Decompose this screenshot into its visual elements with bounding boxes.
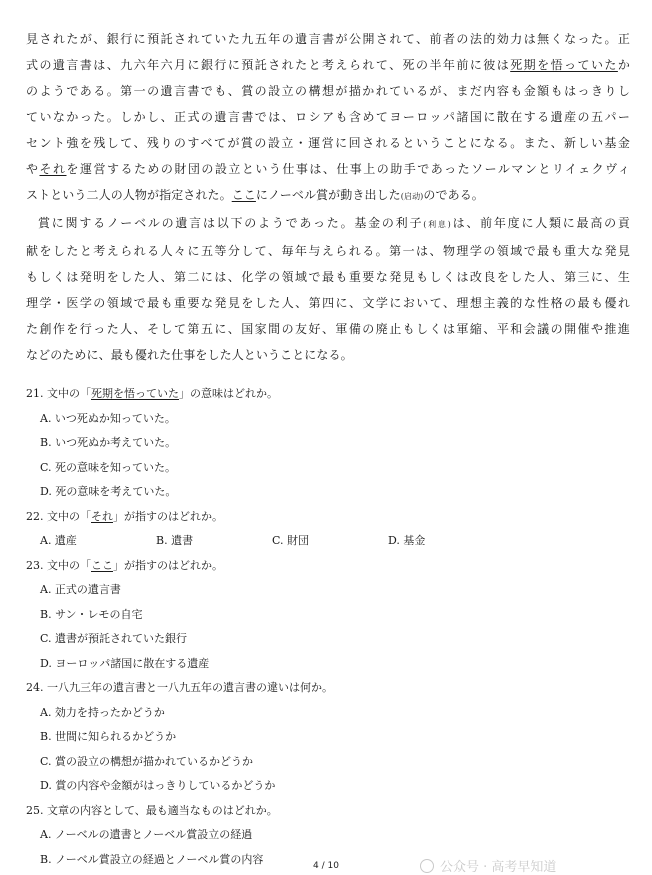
text-segment: 式の遺言書は、九六年六月に銀行に預託されたと考えられて、死の半年前に彼は bbox=[26, 58, 511, 72]
option-a: A. ノーベルの遺書とノーベル賞設立の経過 bbox=[40, 828, 253, 841]
text-segment: などのために、最も優れた仕事をした人ということになる。 bbox=[26, 348, 353, 362]
option-d: D. 賞の内容や金額がはっきりしているかどうか bbox=[40, 779, 276, 792]
question-22 bbox=[26, 505, 630, 554]
text-segment: にノーベル賞が動き出した bbox=[255, 188, 401, 202]
option-a: A. いつ死ぬか知っていた。 bbox=[40, 411, 176, 425]
text-segment: ていなかった。しかし、正式の遺言書では、ロシアも含めてヨーロッパ諸国に散在する遺産の五パー bbox=[26, 110, 630, 124]
question-21 bbox=[26, 382, 630, 505]
watermark bbox=[420, 856, 556, 875]
text-segment: 献をしたと考えられる人々に五等分して、毎年与えられる。第一は、物理学の領域で最も重大な発見 bbox=[26, 244, 630, 258]
text-segment: 見されたが、銀行に預託されていた九五年の遺言書が公開されて、前者の法的効力は無くなった。正 bbox=[26, 32, 630, 46]
passage-line bbox=[26, 130, 630, 156]
question-23 bbox=[26, 554, 630, 677]
stem-text: 」が指すのはどれか。 bbox=[113, 558, 223, 572]
text-segment: や bbox=[26, 162, 40, 176]
option-c: C. 財団 bbox=[272, 534, 310, 547]
passage-line bbox=[26, 52, 630, 78]
underlined-phrase: それ bbox=[39, 162, 67, 176]
stem-text: 21. 文中の「 bbox=[26, 387, 91, 400]
text-segment: は、前年度に人類に最高の貢 bbox=[450, 216, 630, 230]
passage-line bbox=[26, 264, 630, 290]
question-24 bbox=[26, 676, 630, 799]
stem-underlined: それ bbox=[91, 509, 113, 523]
option-b: B. ノーベル賞設立の経過とノーベル賞の内容 bbox=[40, 852, 264, 866]
passage-line bbox=[26, 26, 630, 52]
option-c: C. 賞の設立の構想が描かれているかどうか bbox=[40, 754, 254, 768]
passage-paragraph-1 bbox=[26, 26, 630, 210]
text-segment: のである。 bbox=[423, 188, 484, 202]
option-a: A. 正式の遺言書 bbox=[40, 583, 121, 596]
question-stem: 25. 文章の内容として、最も適当なものはどれか。 bbox=[26, 803, 278, 817]
text-segment: ストという二人の人物が指定された。 bbox=[26, 188, 232, 202]
page-number: 4 / 10 bbox=[313, 861, 339, 871]
option-b: B. サン・レモの自宅 bbox=[40, 607, 143, 621]
stem-underlined: ここ bbox=[91, 558, 113, 572]
stem-text: 23. 文中の「 bbox=[26, 558, 91, 572]
option-c: C. 遺書が預託されていた銀行 bbox=[40, 632, 188, 645]
question-stem bbox=[26, 554, 630, 579]
text-segment: 理学・医学の領域で最も重要な発見をした人、第四に、文学において、理想主義的な性格の最も優れ bbox=[26, 296, 630, 310]
annotation-note: (利息) bbox=[423, 220, 451, 229]
question-list bbox=[26, 382, 630, 872]
stem-text: 22. 文中の「 bbox=[26, 509, 91, 523]
passage-line bbox=[26, 290, 630, 316]
watermark-text: 公众号 · 高考早知道 bbox=[440, 860, 557, 875]
question-stem: 24. 一八九三年の遺言書と一八九五年の遺言書の違いは何か。 bbox=[26, 681, 333, 694]
passage-line bbox=[26, 238, 630, 264]
text-segment: 賞に関するノーベルの遺言は以下のようであった。基金の利子 bbox=[38, 216, 424, 230]
stem-text: 」が指すのはどれか。 bbox=[113, 509, 223, 523]
reading-passage bbox=[26, 26, 630, 368]
text-segment: か bbox=[617, 58, 630, 72]
text-segment: もしくは発明をした人、第二には、化学の領域で最も重要な発見もしくは改良をした人、第三に、生 bbox=[26, 270, 630, 284]
option-row bbox=[26, 529, 630, 554]
passage-line bbox=[26, 156, 630, 182]
option-c: C. 死の意味を知っていた。 bbox=[40, 460, 177, 474]
option-d: D. 基金 bbox=[388, 534, 426, 547]
option-a: A. 遺産 bbox=[40, 534, 77, 547]
question-stem bbox=[26, 505, 630, 530]
passage-line bbox=[26, 104, 630, 130]
option-d: D. 死の意味を考えていた。 bbox=[40, 485, 177, 498]
stem-text: 」の意味はどれか。 bbox=[179, 387, 278, 400]
option-b: B. 遺書 bbox=[156, 534, 194, 547]
passage-line bbox=[26, 342, 630, 368]
option-d: D. ヨーロッパ諸国に散在する遺産 bbox=[40, 656, 210, 670]
text-segment: た創作を行った人、そして第五に、国家間の友好、軍備の廃止もしくは軍縮、平和会議の開催や推進 bbox=[26, 322, 630, 336]
passage-paragraph-2 bbox=[26, 210, 630, 368]
passage-line bbox=[26, 182, 630, 210]
passage-line bbox=[26, 316, 630, 342]
text-segment: セント強を残して、残りのすべてが賞の設立・運営に回されるということになる。また、新しい基金 bbox=[26, 136, 630, 150]
option-a: A. 効力を持ったかどうか bbox=[40, 705, 165, 719]
passage-line bbox=[26, 78, 630, 104]
question-stem bbox=[26, 382, 630, 407]
underlined-phrase: 死期を悟っていた bbox=[510, 58, 618, 72]
annotation-note: (启动) bbox=[400, 192, 424, 201]
option-b: B. 世間に知られるかどうか bbox=[40, 730, 177, 743]
text-segment: のようである。第一の遺言書でも、賞の設立の構想が描かれているが、まだ内容も金額もはっきりし bbox=[26, 84, 630, 98]
wechat-icon bbox=[420, 859, 434, 873]
passage-line bbox=[26, 210, 630, 238]
underlined-phrase: ここ bbox=[231, 188, 256, 202]
stem-underlined: 死期を悟っていた bbox=[91, 387, 179, 400]
option-b: B. いつ死ぬか考えていた。 bbox=[40, 436, 177, 449]
text-segment: を運営するための財団の設立という仕事は、仕事上の助手であったソールマンとリイェクヴィ bbox=[66, 162, 630, 176]
